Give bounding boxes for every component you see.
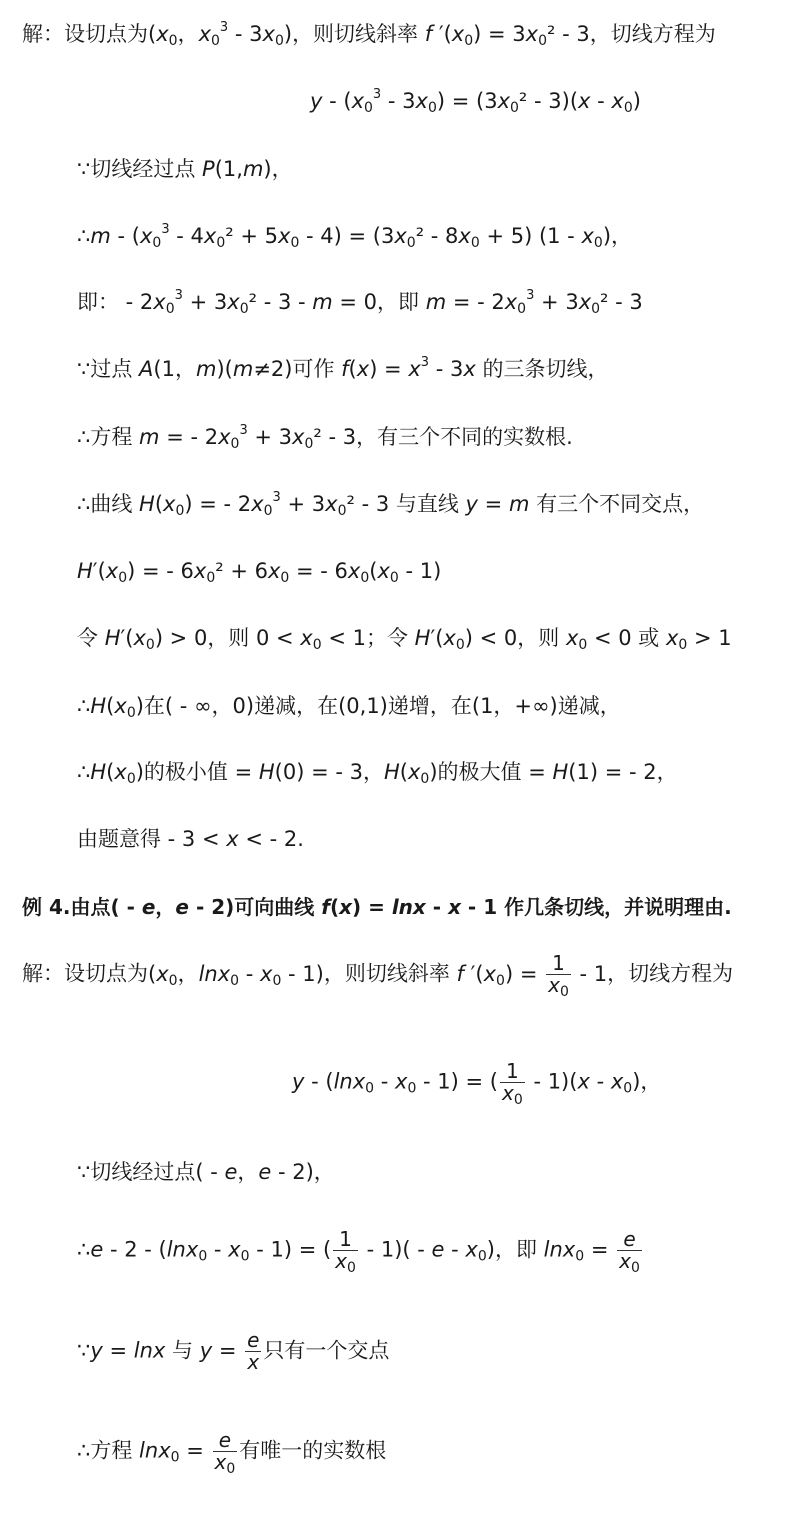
ex3-solution-line-13: 由题意得 - 3 < x < - 2. — [77, 827, 304, 851]
ex3-solution-line-10: 令 $H'(x_0) > 0$，则 $0 < x_0 < 1$；令 $H'(x_0) < 0$，则 $x_0 < 0$ 或 $x_0 > 1$ — [77, 626, 732, 653]
ex4-solution-line-6: ∴方程 lnx$_0$ = $\frac{e}{x_0}$ 有唯一的实数根 — [77, 1428, 387, 1477]
tangent-equation: $y - (x_0^3 - 3x_0) = (3x_0^2 - 3)(x - x_0)$ — [310, 87, 641, 116]
ex4-solution-line-5: ∵y = lnx 与 y = $\frac{e}{x}$ 只有一个交点 — [77, 1328, 390, 1374]
solution-label: 解：设切点为 — [22, 22, 148, 46]
tangent-point: ($x_0$，$x_0^3 - 3x_0$) — [148, 20, 293, 49]
solution-label: 解：设切点为 — [22, 961, 148, 986]
slope-expression: f $'(x_0) = 3x_0^2 - 3$ — [424, 22, 590, 49]
text-segment: ，切线方程为 — [607, 961, 734, 986]
ex3-solution-line-11: $\therefore H(x_0)$在( - ∞，0)递减，在(0,1)递增，在(1，+∞)递减， — [77, 694, 621, 721]
ex3-solution-line-1 — [22, 20, 716, 49]
text-segment: ，则切线斜率 — [292, 22, 419, 46]
slope-expression: f $'(x_0)$ = $\frac{1}{x_0}$ - 1 — [456, 951, 608, 1000]
example-4-title: 例 4.由点( - e，e - 2)可向曲线 f(x) = lnx - x - 1 作几条切线，并说明理由. — [22, 895, 732, 919]
ex4-solution-line-3: ∵切线经过点( - e，e - 2)， — [77, 1160, 335, 1184]
text-segment: ，则切线斜率 — [323, 961, 450, 986]
ex3-solution-line-8: ∴曲线 $H(x_0)$ = - $2x_0^3 + 3x_0^2 - 3$ 与直线 y = m 有三个不同交点， — [77, 490, 705, 519]
ex3-solution-line-12: $\therefore H(x_0)$的极小值 = H(0) = - 3，$H(x_0)$的极大值 = H(1) = - 2， — [77, 760, 678, 787]
ex3-solution-line-3: ∵切线经过点 P(1,m)， — [77, 157, 293, 181]
tangent-equation: y - $(\ln x_0 - x_0 - 1)$ = ( $\frac{1}{x_0}$ - $1)(x - x_0)$， — [292, 1059, 662, 1108]
tangent-point: ($x_0$，$\ln x_0 - x_0 - 1$) — [148, 961, 324, 989]
ex4-solution-line-4: ∴e - $2 - (\ln x_0 - x_0 - 1)$ = ( $\frac{1}{x_0}$ - 1)( - e - $x_0$)，即 lnx$_0$ = $\frac{e}{x_0}$ — [77, 1227, 640, 1276]
ex4-solution-line-1 — [22, 951, 734, 1000]
text-segment: ，切线方程为 — [589, 22, 716, 46]
ex3-solution-line-5: 即： - $2x_0^3 + 3x_0^2 - 3 - m = 0$，即 m = - $2x_0^3 + 3x_0^2 - 3$ — [77, 288, 643, 317]
ex3-solution-line-4: ∴m - $(x_0^3 - 4x_0^2 + 5x_0 - 4) = (3x_0^2 - 8x_0 + 5)$ $(1 - x_0)$， — [77, 222, 633, 251]
ex3-solution-line-7: ∴方程 m = - $2x_0^3 + 3x_0^2 - 3$，有三个不同的实数根. — [77, 423, 573, 452]
ex3-solution-line-6: ∵过点 A(1，m)(m≠2)可作 $f(x) = x^3 - 3x$ 的三条切线， — [77, 355, 609, 381]
ex3-solution-line-9: $H'(x_0)$ = - $6x_0^2 + 6x_0$ = - $6x_0(x_0 - 1)$ — [77, 559, 442, 586]
